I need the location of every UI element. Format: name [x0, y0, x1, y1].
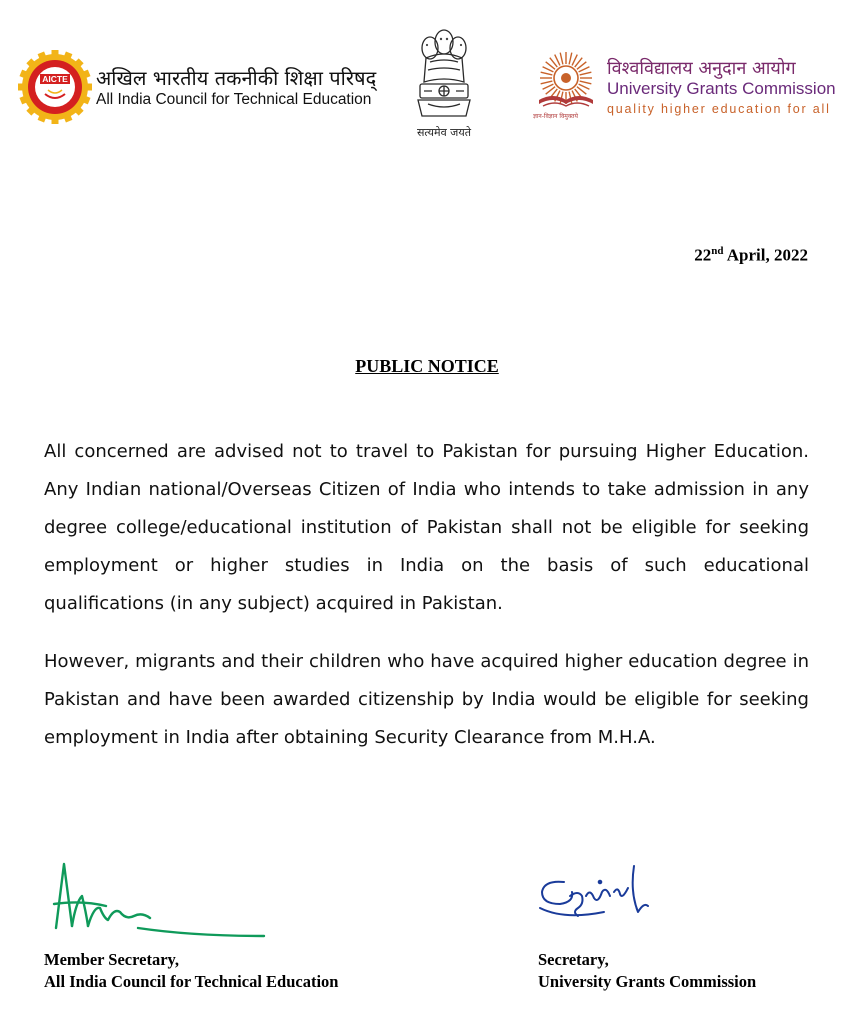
left-signatory-title: Member Secretary,: [44, 950, 179, 969]
right-signatory-title: Secretary,: [538, 950, 609, 969]
aicte-name-hindi: अखिल भारतीय तकनीकी शिक्षा परिषद्: [96, 66, 377, 90]
member-secretary-signature: [42, 856, 270, 942]
secretary-signature: [534, 862, 664, 932]
ugc-name-english: University Grants Commission: [607, 79, 836, 98]
ugc-tagline: quality higher education for all: [607, 102, 831, 116]
emblem-motto: सत्यमेव जयते: [416, 126, 471, 139]
ugc-logo-caption: ज्ञान-विज्ञान विमुक्तये: [533, 113, 579, 120]
aicte-logo-text: AICTE: [42, 74, 68, 84]
date-month-year: April, 2022: [723, 245, 808, 265]
notice-paragraph: However, migrants and their children who have acquired higher education degree in Pakistan and have been awarded citizenship by India would be eligible for seeking employment in India after obtaining Security Clearance from M.H.A.: [44, 651, 809, 748]
aicte-logo: [18, 50, 92, 124]
date-day: 22: [694, 245, 712, 265]
date-suffix: nd: [711, 245, 724, 257]
ugc-logo: [533, 48, 599, 118]
national-emblem: [406, 20, 482, 122]
notice-date: [694, 245, 808, 266]
notice-paragraph: All concerned are advised not to travel to Pakistan for pursuing Higher Education. Any Indian national/Overseas Citizen of India who intends to take admission in any degree college/educational institution of Pakistan shall not be eligible for seeking employment or higher studies in India on the basis of such educational qualifications (in any subject) acquired in Pakistan.: [44, 441, 809, 614]
right-signatory-organization: University Grants Commission: [538, 972, 757, 991]
notice-title: PUBLIC NOTICE: [355, 356, 499, 376]
ugc-name-hindi: विश्वविद्यालय अनुदान आयोग: [607, 58, 796, 79]
aicte-name-english: All India Council for Technical Education: [96, 91, 372, 108]
left-signatory-organization: All India Council for Technical Education: [44, 972, 339, 991]
